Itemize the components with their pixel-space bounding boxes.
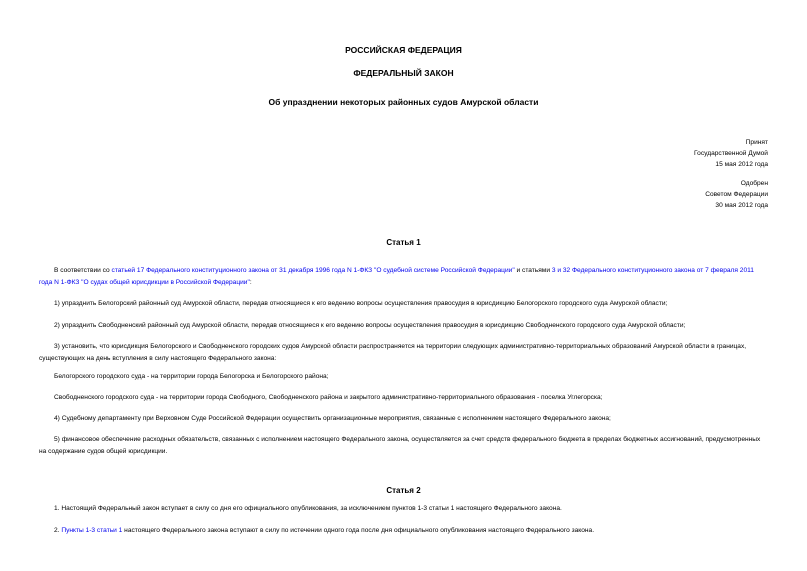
article-2-heading: Статья 2 [386, 486, 421, 495]
approved-line-3: 30 мая 2012 года [715, 202, 768, 209]
accepted-line-2: Государственной Думой [694, 150, 768, 157]
article-1-point-4: 4) Судебному департаменту при Верховном Суде Российской Федерации осуществить организационные мероприятия, связанные с исполнением настоящего Федерального закона; [54, 415, 611, 422]
adoption-approved-block [705, 178, 768, 211]
article-1-point-1: 1) упразднить Белогорский районный суд Амурской области, передав относящиеся к его ведению вопросы осуществления правосудия в юрисдикцию Белогорского городского суда Амурской области; [54, 300, 668, 307]
article-1-point-3: 3) установить, что юрисдикция Белогорского и Свободненского городских судов Амурской области распространяется на территории следующих административно-территориальных образований Амурской области в границах, существующих на день вступления в силу настоящего Федерального закона: [39, 343, 747, 362]
law-1996-link[interactable]: статьей 17 Федерального конституционного закона от 31 декабря 1996 года N 1-ФКЗ "О судебной системе Российской Федерации" [111, 267, 515, 274]
article-1-point-3b: Свободненского городского суда - на территории города Свободного, Свободненского района и закрытого административно-территориального образования - поселка Углегорска; [54, 394, 603, 401]
law-type-heading: ФЕДЕРАЛЬНЫЙ ЗАКОН [353, 68, 454, 78]
intro-text-1: В соответствии со [54, 267, 112, 274]
article-1-point-5: 5) финансовое обеспечение расходных обязательств, связанных с исполнением настоящего Федерального закона, осуществляется за счет средств федерального бюджета в пределах бюджетных ассигнований, предусмотренных на содержание судов общей юрисдикции. [39, 436, 761, 455]
points-1-3-link[interactable]: Пункты 1-3 статьи 1 [61, 527, 123, 534]
article-1-point-2: 2) упразднить Свободненский районный суд Амурской области, передав относящиеся к его ведению вопросы осуществления правосудия в юрисдикцию Свободненского городского суда Амурской области; [54, 322, 686, 329]
approved-line-1: Одобрен [740, 180, 768, 187]
article-1-intro [39, 265, 769, 289]
article-2-point-1: 1. Настоящий Федеральный закон вступает в силу со дня его официального опубликования, за исключением пунктов 1-3 статьи 1 настоящего Федерального закона. [54, 505, 562, 512]
intro-text-2: и статьями [514, 267, 552, 274]
point-2-text-1: 2. [54, 527, 62, 534]
approved-line-2: Советом Федерации [705, 191, 768, 198]
article-1-point-3a: Белогорского городского суда - на территории города Белогорска и Белогорского района; [54, 373, 329, 380]
accepted-line-3: 15 мая 2012 года [715, 161, 768, 168]
law-title: Об упразднении некоторых районных судов Амурской области [268, 97, 539, 107]
article-1-heading: Статья 1 [386, 238, 421, 247]
intro-text-3: : [249, 279, 252, 286]
accepted-line-1: Принят [745, 139, 768, 146]
country-heading: РОССИЙСКАЯ ФЕДЕРАЦИЯ [345, 45, 462, 55]
article-2-point-2 [39, 525, 769, 537]
adoption-accepted-block [694, 137, 768, 170]
law-2011-link[interactable]: 3 и 32 Федерального конституционного закона от 7 февраля 2011 года N 1-ФКЗ "О судах общей юрисдикции в Российской Федерации" [39, 267, 754, 286]
point-2-text-2: настоящего Федерального закона вступают в силу по истечении одного года после дня официального опубликования настоящего Федерального закона. [122, 527, 595, 534]
